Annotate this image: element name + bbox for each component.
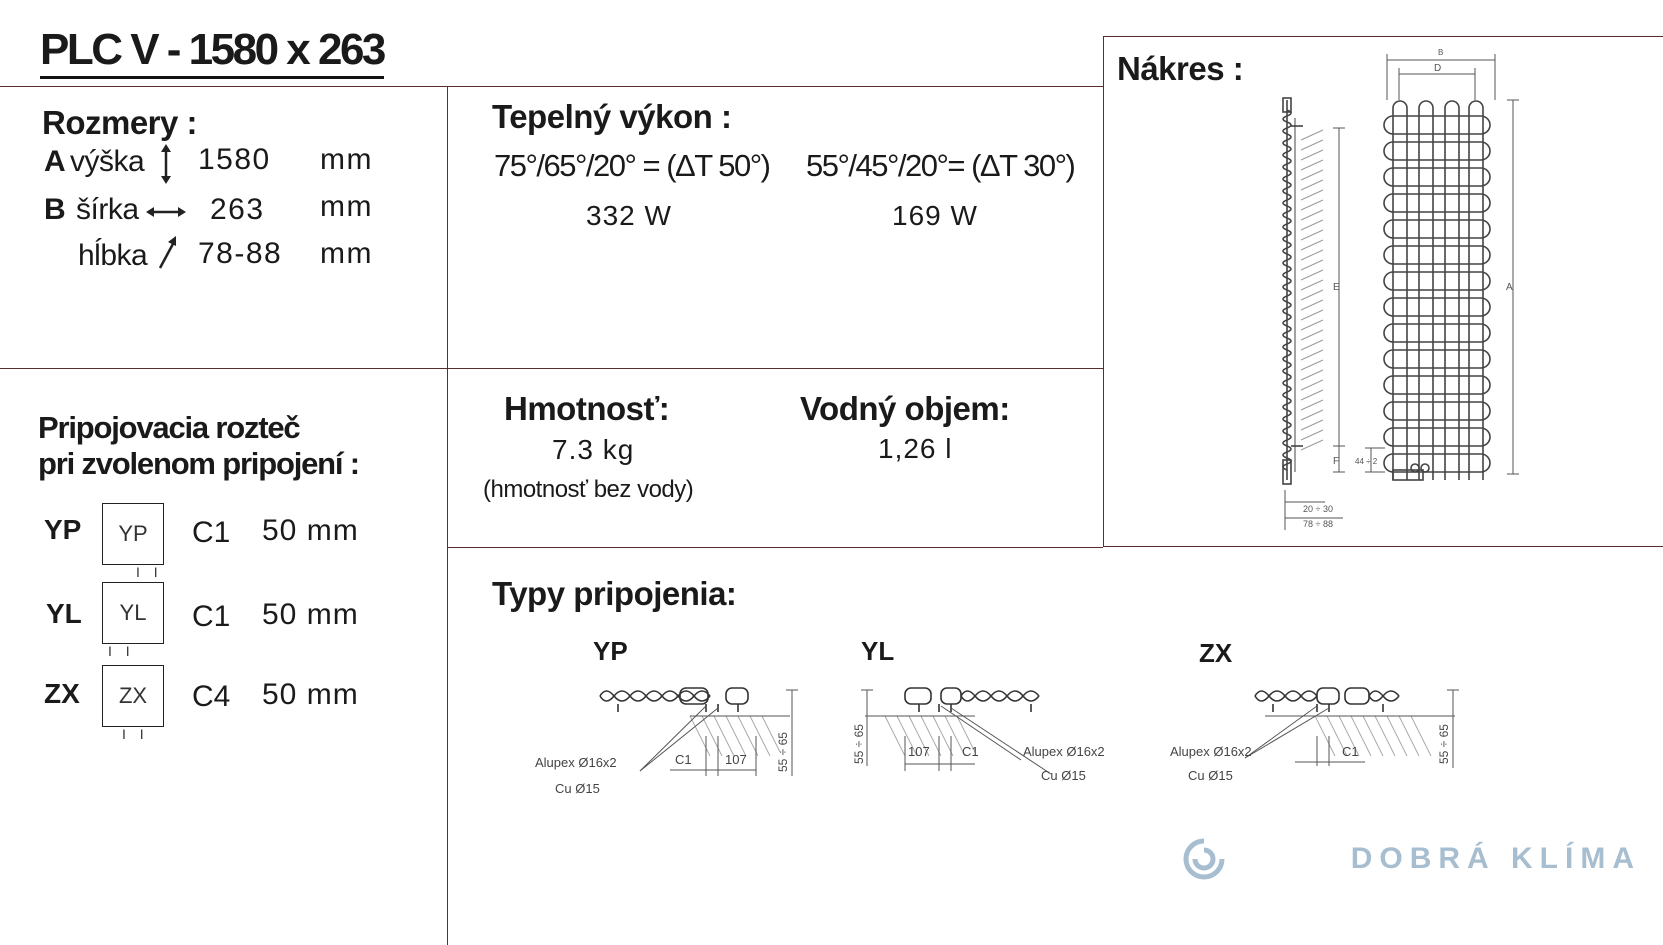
dim-value-hlbka: 78-88 [198,237,283,270]
yl-c1: C1 [962,744,979,759]
roztec-code-yp: YP [44,514,82,545]
tepelny-value-1: 332 W [586,200,672,231]
divider-drawing-bottom [1103,546,1663,547]
dim-f-label: F [1333,456,1340,467]
divider-top [0,86,1103,87]
dim-unit-vyska: mm [320,143,373,176]
vertical-arrow-icon [158,144,174,184]
conn-box-yl: YL [102,582,164,644]
dim-side-label: 44 ÷ 2 [1355,457,1378,466]
diagram-yp [530,676,810,806]
tepelny-cond-2: 55°/45°/20°= (ΔT 30°) [806,148,1075,183]
conn-box-yp: YP [102,503,164,565]
yp-range: 55 ÷ 65 [776,732,790,772]
dim-depth1-label: 20 ÷ 30 [1303,504,1333,514]
dim-letter-b: B [44,193,66,226]
watermark-text: DOBRÁ KLÍMA [1350,842,1641,875]
diagram-zx [1165,676,1465,796]
zx-c1: C1 [1342,744,1359,759]
tepelny-value-2: 169 W [892,200,978,231]
yp-alupex: Alupex Ø16x2 [535,755,617,770]
tepelny-heading: Tepelný výkon : [492,98,732,135]
objem-value: 1,26 l [878,433,953,464]
dim-top-label: B [1438,48,1444,57]
dim-unit-sirka: mm [320,190,373,223]
radiator-drawing [1275,40,1535,540]
divider-top-right [1103,36,1663,37]
divider-drawing-left [1103,36,1104,547]
roztec-code-zx: ZX [44,678,80,709]
hmotnost-value: 7.3 kg [552,434,635,465]
tepelny-cond-1: 75°/65°/20° = (ΔT 50°) [494,148,770,183]
roztec-heading-2: pri zvolenom pripojení : [38,446,359,481]
dim-d-label: D [1434,63,1442,74]
objem-heading: Vodný objem: [800,390,1010,427]
zx-range: 55 ÷ 65 [1437,724,1451,764]
dim-label-sirka: šírka [76,193,139,226]
zx-alupex: Alupex Ø16x2 [1170,744,1252,759]
yl-107: 107 [908,744,930,759]
yp-c1: C1 [675,752,692,767]
roztec-value-yp: 50 mm [262,514,359,547]
page-title: PLC V - 1580 x 263 [40,24,384,79]
dim-letter-a: A [44,145,66,178]
nakres-heading: Nákres : [1117,50,1244,87]
dim-value-sirka: 263 [210,193,265,226]
divider-mid [0,368,1103,369]
typy-label-yl: YL [861,636,895,666]
dim-depth2-label: 78 ÷ 88 [1303,519,1333,529]
roztec-c-yl: C1 [192,600,231,633]
diagram-yl [845,676,1115,796]
roztec-c-zx: C4 [192,680,231,713]
dim-e-label: E [1333,282,1340,293]
radiator-side-view [1283,98,1303,484]
yp-cu: Cu Ø15 [555,781,600,796]
ticks-yp: I I [136,564,163,580]
roztec-heading-1: Pripojovacia rozteč [38,410,300,445]
ticks-zx: I I [122,726,149,742]
hmotnost-note: (hmotnosť bez vody) [483,476,694,503]
ticks-yl: I I [108,643,135,659]
dim-value-vyska: 1580 [198,143,271,176]
dim-a-label: A [1506,282,1513,293]
hmotnost-heading: Hmotnosť: [504,390,670,427]
yl-range: 55 ÷ 65 [852,724,866,764]
rozmery-heading: Rozmery : [42,104,198,141]
yp-107: 107 [725,752,747,767]
diagonal-arrow-icon [154,236,180,272]
horizontal-arrow-icon [146,204,186,220]
conn-box-zx: ZX [102,665,164,727]
dim-label-vyska: výška [70,145,145,178]
roztec-value-zx: 50 mm [262,678,359,711]
typy-heading: Typy pripojenia: [492,575,737,612]
typy-label-yp: YP [593,636,628,666]
zx-cu: Cu Ø15 [1188,768,1233,783]
dim-label-hlbka: hĺbka [78,239,148,272]
roztec-c-yp: C1 [192,516,231,549]
typy-label-zx: ZX [1199,638,1233,668]
dim-unit-hlbka: mm [320,237,373,270]
divider-lower [447,547,1103,548]
yl-alupex: Alupex Ø16x2 [1023,744,1105,759]
yl-cu: Cu Ø15 [1041,768,1086,783]
roztec-value-yl: 50 mm [262,598,359,631]
roztec-code-yl: YL [46,598,82,629]
logo-swirl-icon [1183,838,1225,880]
divider-col [447,86,448,945]
